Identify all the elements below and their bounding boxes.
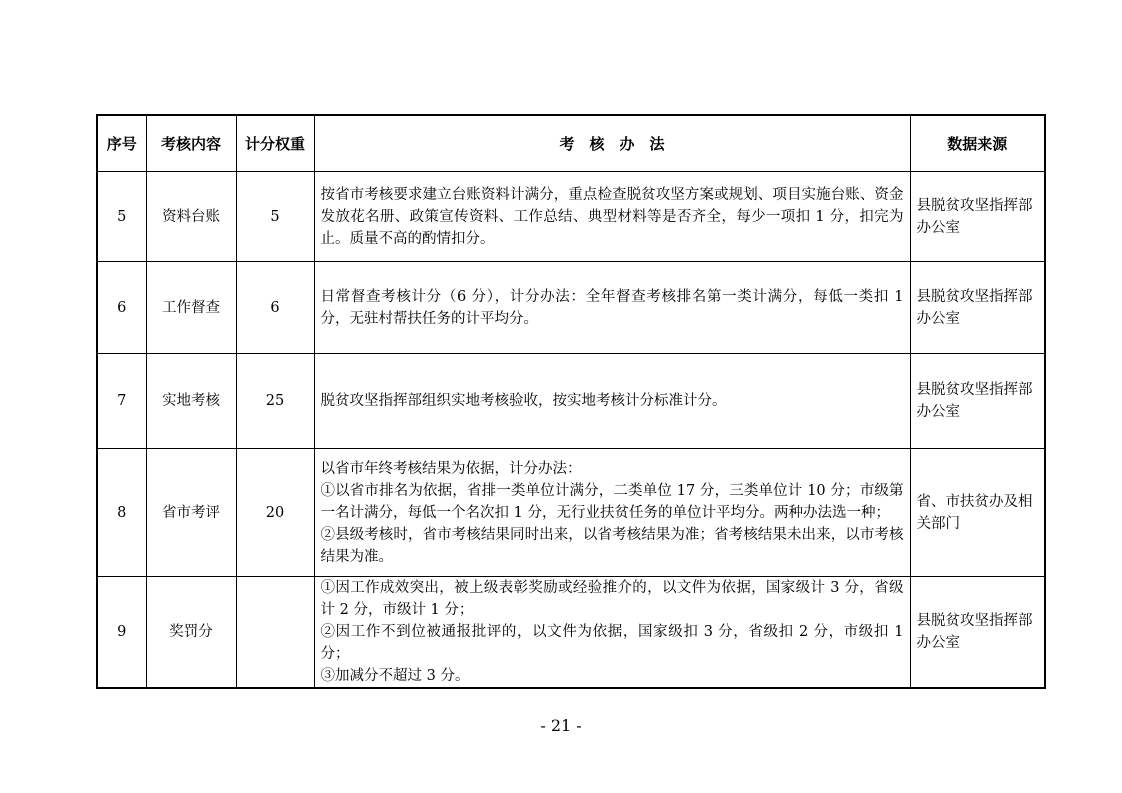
table-row	[97, 354, 1045, 449]
cell-content: 工作督查	[146, 262, 236, 354]
header-content: 考核内容	[146, 115, 236, 172]
method-line: 按省市考核要求建立台账资料计满分，重点检查脱贫攻坚方案或规划、项目实施台账、资金发放花名册、政策宣传资料、工作总结、典型材料等是否齐全，每少一项扣 1 分，扣完为止。质量不高的酌情扣分。	[320, 186, 904, 247]
header-weight: 计分权重	[236, 115, 314, 172]
cell-method	[314, 449, 910, 577]
cell-weight: 25	[236, 354, 314, 449]
cell-weight: 6	[236, 262, 314, 354]
cell-source: 县脱贫攻坚指挥部办公室	[910, 354, 1045, 449]
cell-content: 资料台账	[146, 172, 236, 262]
cell-content: 实地考核	[146, 354, 236, 449]
cell-seq: 5	[97, 172, 146, 262]
table-row	[97, 449, 1045, 577]
method-line: ③加减分不超过 3 分。	[320, 668, 470, 684]
cell-seq: 8	[97, 449, 146, 577]
method-line: ①以省市排名为依据，省排一类单位计满分，二类单位 17 分，三类单位计 10 分；市级第一名计满分，每低一个名次扣 1 分，无行业扶贫任务的单位计平均分。两种办法选一种；	[320, 482, 904, 521]
cell-method	[314, 172, 910, 262]
assessment-table	[96, 114, 1046, 689]
method-line: 以省市年终考核结果为依据，计分办法：	[320, 460, 582, 477]
table-header-row	[97, 115, 1045, 172]
cell-source: 省、市扶贫办及相关部门	[910, 449, 1045, 577]
cell-method	[314, 262, 910, 354]
cell-weight: 20	[236, 449, 314, 577]
cell-content: 省市考评	[146, 449, 236, 577]
cell-seq: 9	[97, 577, 146, 689]
table-row	[97, 577, 1045, 689]
table-row	[97, 262, 1045, 354]
cell-method	[314, 577, 910, 689]
cell-content: 奖罚分	[146, 577, 236, 689]
cell-weight: 5	[236, 172, 314, 262]
cell-weight	[236, 577, 314, 689]
cell-source: 县脱贫攻坚指挥部办公室	[910, 172, 1045, 262]
cell-source: 县脱贫攻坚指挥部办公室	[910, 577, 1045, 689]
table-row	[97, 172, 1045, 262]
method-line: 脱贫攻坚指挥部组织实地考核验收，按实地考核计分标准计分。	[320, 393, 727, 409]
header-source: 数据来源	[910, 115, 1045, 172]
page-number: - 21 -	[540, 716, 582, 735]
header-seq: 序号	[97, 115, 146, 172]
method-line: ②县级考核时，省市考核结果同时出来，以省考核结果为准；省考核结果未出来，以市考核结果为准。	[320, 526, 904, 565]
cell-seq: 6	[97, 262, 146, 354]
cell-method	[314, 354, 910, 449]
method-line: 日常督查考核计分（6 分），计分办法：全年督查考核排名第一类计满分，每低一类扣 1 分，无驻村帮扶任务的计平均分。	[320, 288, 904, 327]
cell-source: 县脱贫攻坚指挥部办公室	[910, 262, 1045, 354]
method-line: ①因工作成效突出，被上级表彰奖励或经验推介的，以文件为依据，国家级计 3 分，省级计 2 分，市级计 1 分；	[320, 580, 904, 618]
cell-seq: 7	[97, 354, 146, 449]
method-line: ②因工作不到位被通报批评的，以文件为依据，国家级扣 3 分，省级扣 2 分，市级扣 1 分；	[320, 624, 904, 662]
header-method: 考 核 办 法	[314, 115, 910, 172]
